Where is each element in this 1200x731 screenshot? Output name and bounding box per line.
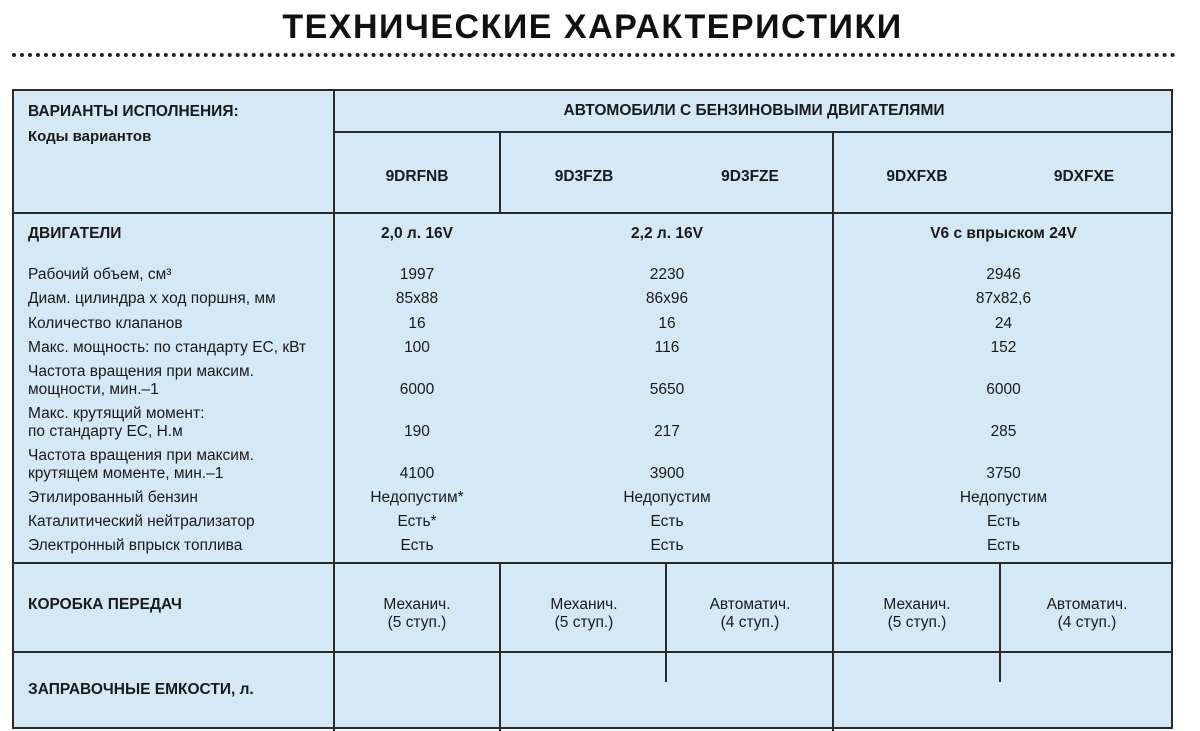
group-heading: АВТОМОБИЛИ С БЕНЗИНОВЫМИ ДВИГАТЕЛЯМИ xyxy=(563,102,945,119)
grid-line xyxy=(333,91,335,731)
spec-value: Есть xyxy=(650,537,684,554)
variant-code: 9DXFXB xyxy=(886,168,948,185)
spec-value: 86x96 xyxy=(645,290,689,307)
spec-value: 152 xyxy=(990,339,1017,356)
spec-label: Электронный впрыск топлива xyxy=(28,537,243,554)
grid-line xyxy=(14,212,1173,214)
engine-type: 2,0 л. 16V xyxy=(381,225,453,242)
spec-label-cont: мощности, мин.–1 xyxy=(28,381,159,398)
spec-value: 3900 xyxy=(649,465,685,482)
gearbox-type: Автоматич. xyxy=(1046,596,1128,613)
spec-value: 4100 xyxy=(399,465,435,482)
page-title: ТЕХНИЧЕСКИЕ ХАРАКТЕРИСТИКИ xyxy=(282,8,903,46)
gearbox-type: Механич. xyxy=(550,596,618,613)
spec-value: 2230 xyxy=(649,266,685,283)
dotted-divider xyxy=(12,53,1176,57)
gearbox-label: КОРОБКА ПЕРЕДАЧ xyxy=(28,596,182,613)
variant-code: 9D3FZB xyxy=(554,168,614,185)
gearbox-type: Механич. xyxy=(883,596,951,613)
gearbox-type: Механич. xyxy=(383,596,451,613)
spec-value: Есть xyxy=(400,537,434,554)
spec-value: Есть* xyxy=(397,513,437,530)
gearbox-steps: (4 ступ.) xyxy=(720,614,780,631)
gearbox-type: Автоматич. xyxy=(709,596,791,613)
spec-value: 217 xyxy=(654,423,680,440)
spec-value: 85x88 xyxy=(395,290,439,307)
spec-value: 87x82,6 xyxy=(975,290,1032,307)
spec-value: 1997 xyxy=(399,266,435,283)
spec-value: Недопустим xyxy=(623,489,711,506)
spec-table xyxy=(12,89,1173,729)
spec-label: Количество клапанов xyxy=(28,315,183,332)
spec-value: 3750 xyxy=(986,465,1021,482)
variant-code: 9DXFXE xyxy=(1053,168,1115,185)
engine-type: V6 с впрыском 24V xyxy=(930,225,1077,242)
spec-label: Макс. мощность: по стандарту ЕС, кВт xyxy=(28,339,307,356)
variant-code: 9DRFNB xyxy=(385,168,449,185)
gearbox-steps: (4 ступ.) xyxy=(1057,614,1117,631)
codes-label: Коды вариантов xyxy=(28,128,152,145)
spec-label-cont: по стандарту ЕС, Н.м xyxy=(28,423,183,440)
spec-value: 100 xyxy=(404,339,430,356)
spec-value: 16 xyxy=(408,315,426,332)
variant-code: 9D3FZE xyxy=(721,168,779,185)
spec-value: 2946 xyxy=(986,266,1021,283)
spec-label: Диам. цилиндра x ход поршня, мм xyxy=(28,290,276,307)
engines-label: ДВИГАТЕЛИ xyxy=(28,225,122,242)
grid-line xyxy=(499,562,501,731)
spec-label: Частота вращения при максим. xyxy=(28,363,254,380)
spec-value: 116 xyxy=(654,339,680,356)
spec-label: Частота вращения при максим. xyxy=(28,447,254,464)
spec-value: 285 xyxy=(990,423,1017,440)
spec-value: Недопустим* xyxy=(370,489,464,506)
spec-label: Макс. крутящий момент: xyxy=(28,405,205,422)
spec-value: 24 xyxy=(994,315,1013,332)
spec-value: 16 xyxy=(658,315,676,332)
spec-value: Есть xyxy=(986,513,1021,530)
variants-label: ВАРИАНТЫ ИСПОЛНЕНИЯ: xyxy=(28,103,239,120)
spec-value: Недопустим xyxy=(959,489,1048,506)
spec-value: 190 xyxy=(404,423,430,440)
spec-value: 6000 xyxy=(986,381,1021,398)
engine-type: 2,2 л. 16V xyxy=(631,225,703,242)
grid-line xyxy=(333,131,1173,133)
capacities-label: ЗАПРАВОЧНЫЕ ЕМКОСТИ, л. xyxy=(28,681,254,698)
spec-label: Каталитический нейтрализатор xyxy=(28,513,255,530)
spec-label-cont: крутящем моменте, мин.–1 xyxy=(28,465,224,482)
gearbox-steps: (5 ступ.) xyxy=(387,614,447,631)
spec-value: Есть xyxy=(650,513,684,530)
spec-value: 6000 xyxy=(399,381,435,398)
gearbox-steps: (5 ступ.) xyxy=(887,614,947,631)
spec-label: Рабочий объем, см³ xyxy=(28,266,172,283)
gearbox-steps: (5 ступ.) xyxy=(554,614,614,631)
spec-value: 5650 xyxy=(649,381,685,398)
spec-value: Есть xyxy=(986,537,1021,554)
spec-label: Этилированный бензин xyxy=(28,489,198,506)
